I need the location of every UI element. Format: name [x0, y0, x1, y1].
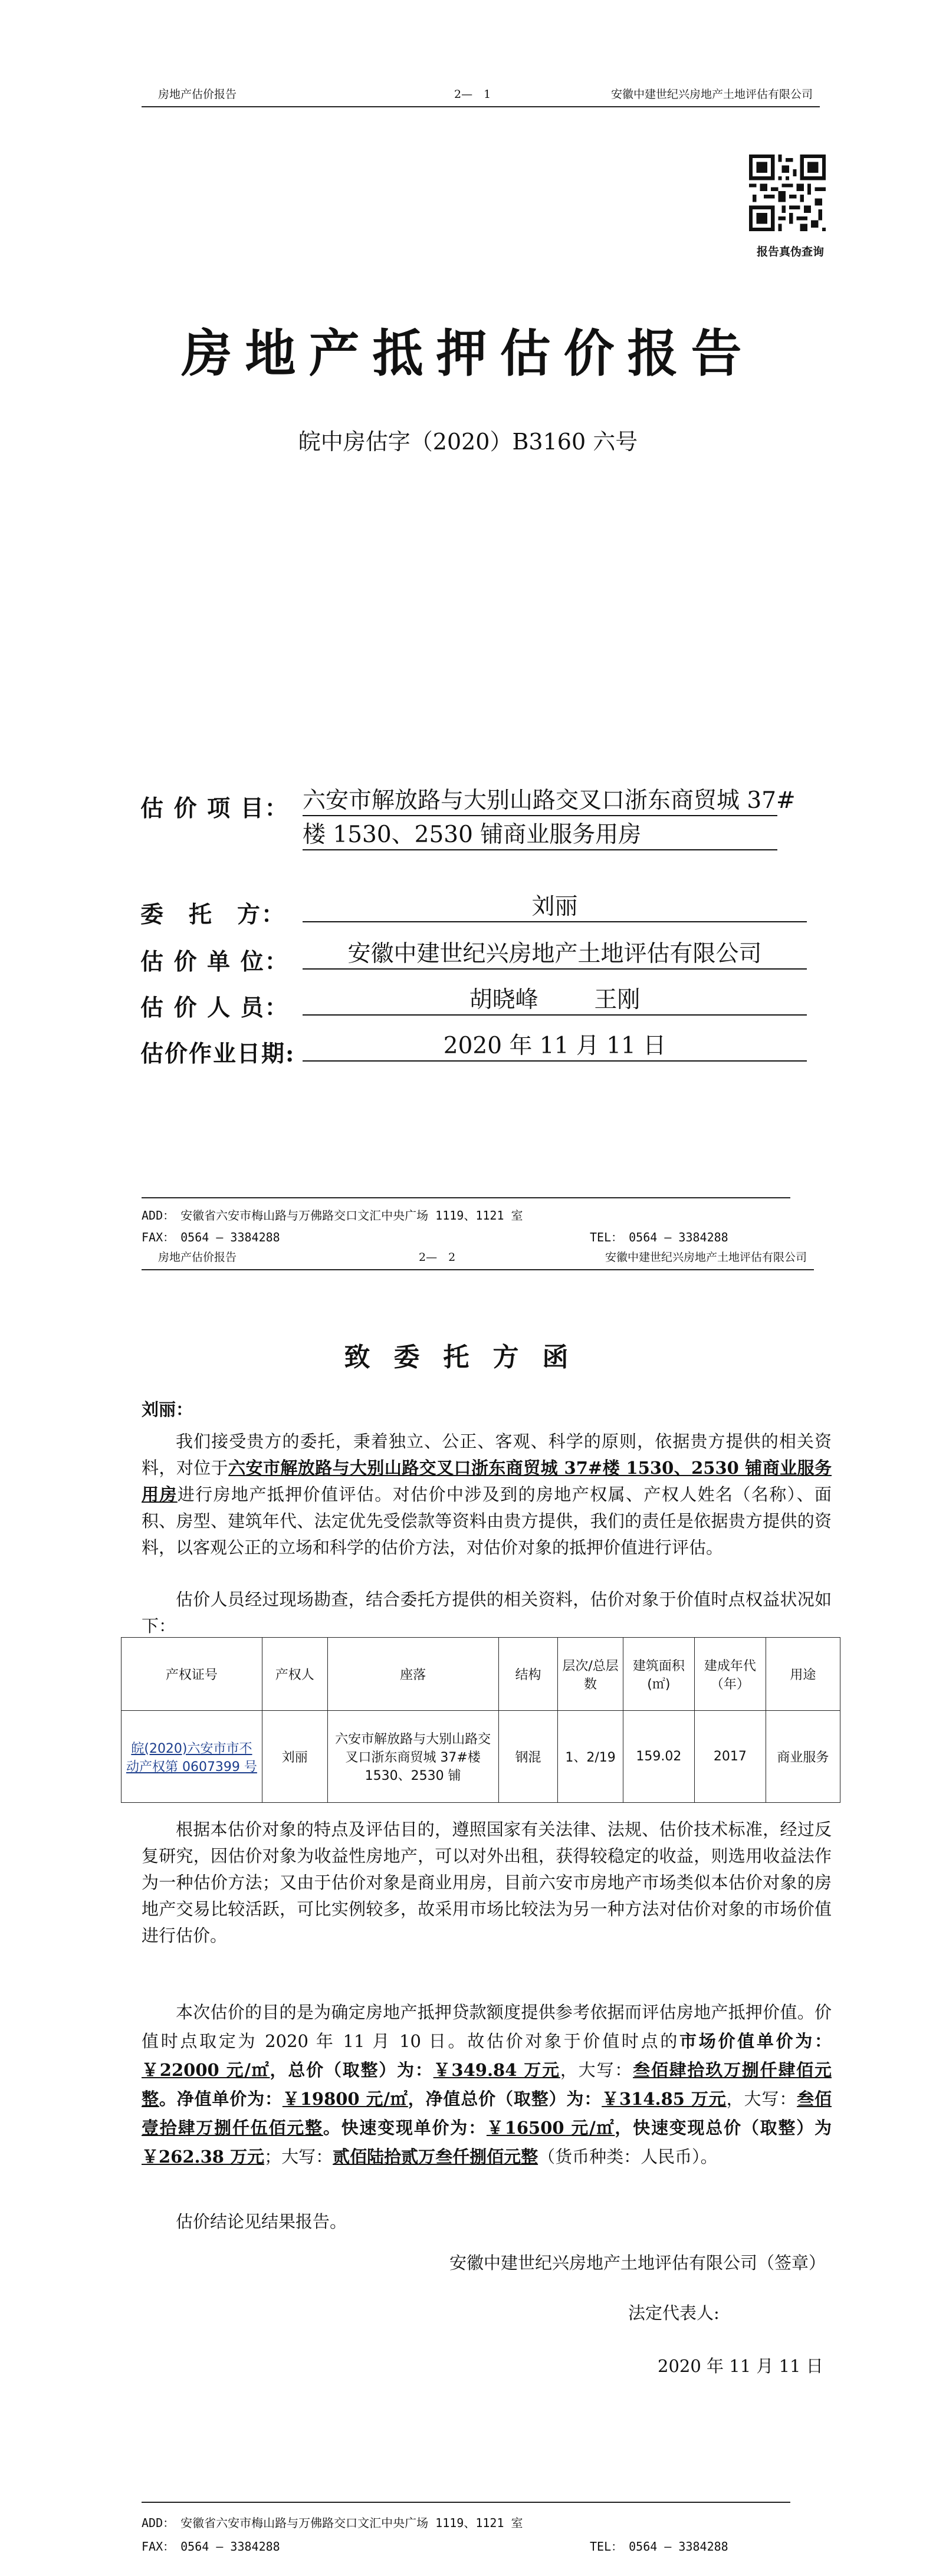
para4-text: ；大写： [264, 2147, 333, 2167]
field-unit-value: 安徽中建世纪兴房地产土地评估有限公司 [303, 940, 807, 970]
table-row [121, 1711, 840, 1803]
field-client-value: 刘丽 [303, 893, 807, 922]
letter-paragraph-4 [142, 1998, 832, 2171]
field-project-value-2: 楼 1530、2530 铺商业服务用房 [303, 821, 777, 850]
field-staff-name-2: 王刚 [594, 987, 641, 1013]
para4-text: ，大写： [560, 2060, 633, 2080]
table-cell-location: 六安市解放路与大别山路交叉口浙东商贸城 37#楼 1530、2530 铺 [327, 1711, 498, 1803]
letter-paragraph-5: 估价结论见结果报告。 [176, 2212, 347, 2232]
quick-sale-total-in-words: 贰佰陆拾贰万叁仟捌佰元整 [333, 2147, 538, 2167]
qr-caption: 报告真伪查询 [756, 245, 824, 258]
table-cell-usage: 商业服务 [766, 1711, 840, 1803]
page1-footer-fax: FAX： 0564 — 3384288 [142, 1230, 280, 1244]
table-cell-floor: 1、2/19 [558, 1711, 623, 1803]
field-staff [140, 987, 848, 1021]
market-total-in-words: 叁佰肆拾玖万捌仟肆佰元整 [142, 2060, 832, 2109]
table-header-cell: 结构 [498, 1638, 557, 1711]
report-title: 房地产抵押估价报告 [181, 324, 755, 383]
net-unit-price: ￥19800 元/㎡ [282, 2089, 408, 2109]
page1-footer-rule [142, 1197, 790, 1198]
letter-paragraph-3: 根据本估价对象的特点及评估目的，遵照国家有关法律、法规、估价技术标准，经过反复研究，因估价对象为收益性房地产，可以对外出租，获得较稳定的收益，则选用收益法作为一种估价方法；又由于估价对象是商业用房，目前六安市房地产市场类似本估价对象的房地产交易比较活跃，可比实例较多，故采用市场比较法为另一种方法对估价对象的市场价值进行估价。 [142, 1819, 832, 1946]
page2-footer-tel: TEL： 0564 — 3384288 [590, 2539, 728, 2554]
letter-title: 致委托方函 [344, 1342, 592, 1372]
table-header-cell: 产权人 [262, 1638, 327, 1711]
quick-sale-total-price: ￥262.38 万元 [142, 2147, 265, 2167]
page2-footer-rule [142, 2502, 790, 2503]
table-header-cell: 层次/总层数 [558, 1638, 623, 1711]
table-cell-structure: 钢混 [498, 1711, 557, 1803]
para4-text: ，大写： [726, 2089, 797, 2109]
para4-label: 市场价值单价为： [679, 2031, 832, 2051]
para1-text-c: 进行房地产抵押价值评估。对估价中涉及到的房地产权属、产权人姓名（名称）、面积、房型、建筑年代、法定优先受偿款等资料由贵方提供，我们的责任是依据贵方提供的资料，以客观公正的立场和科学的估价方法，对估价对象的抵押价值进行评估。 [142, 1484, 832, 1558]
page1-footer-tel: TEL： 0564 — 3384288 [590, 1230, 728, 1244]
quick-sale-unit-price: ￥16500 元/㎡ [486, 2118, 615, 2138]
table-header-cell: 产权证号 [121, 1638, 262, 1711]
property-rights-table [121, 1637, 840, 1803]
para1-property-address: 六安市解放路与大别山路交叉口浙东商贸城 37#楼 1530、2530 铺商业服务用房 [142, 1458, 832, 1504]
signature-legal-representative: 法定代表人: [628, 2303, 720, 2323]
table-header-cell: 建成年代（年） [694, 1638, 766, 1711]
para4-label: ，快速变现总价（取整）为 [615, 2118, 832, 2138]
signature-date: 2020 年 11 月 11 日 [658, 2356, 823, 2376]
page2-footer-fax: FAX： 0564 — 3384288 [142, 2539, 280, 2554]
header-page-number: 2— 1 [454, 88, 491, 101]
page1-header [142, 83, 820, 107]
field-project [140, 787, 848, 855]
signature-company: 安徽中建世纪兴房地产土地评估有限公司（签章） [449, 2253, 826, 2273]
net-total-price: ￥314.85 万元 [602, 2089, 727, 2109]
table-cell-area: 159.02 [623, 1711, 694, 1803]
header-page-number: 2— 2 [419, 1251, 456, 1264]
header-left: 房地产估价报告 [158, 88, 237, 101]
table-cell-owner: 刘丽 [262, 1711, 327, 1803]
header-left: 房地产估价报告 [158, 1251, 237, 1264]
letter-paragraph-1 [142, 1428, 832, 1561]
letter-salutation: 刘丽： [142, 1399, 193, 1420]
net-total-in-words: 叁佰壹拾肆万捌仟伍佰元整 [142, 2089, 832, 2138]
page2-footer-address: ADD： 安徽省六安市梅山路与万佛路交口文汇中央广场 1119、1121 室 [142, 2516, 523, 2530]
field-client-label: 委 托 方： [140, 901, 286, 928]
para4-label: ，总价（取整）为： [270, 2060, 433, 2080]
para4-label: ，净值总价（取整）为： [408, 2089, 602, 2109]
para4-label: 。快速变现单价为： [323, 2118, 487, 2138]
letter-paragraph-2: 估价人员经过现场勘查，结合委托方提供的相关资料，估价对象于价值时点权益状况如下： [142, 1589, 832, 1636]
table-header-cell: 座落 [327, 1638, 498, 1711]
field-date-label: 估价作业日期: [140, 1040, 295, 1067]
table-cell-certificate-no[interactable]: 皖(2020)六安市市不动产权第 0607399 号 [121, 1711, 262, 1803]
field-staff-label: 估 价 人 员： [140, 994, 289, 1021]
field-client [140, 893, 848, 928]
header-company: 安徽中建世纪兴房地产土地评估有限公司 [610, 88, 813, 101]
para4-label: 。净值单价为： [159, 2089, 283, 2109]
header-company: 安徽中建世纪兴房地产土地评估有限公司 [605, 1251, 807, 1264]
table-header-cell: 用途 [766, 1638, 840, 1711]
field-staff-name-1: 胡晓峰 [469, 987, 538, 1013]
market-unit-price: ￥22000 元/㎡ [142, 2060, 270, 2080]
field-date [140, 1033, 848, 1067]
field-date-value: 2020 年 11 月 11 日 [303, 1032, 807, 1062]
table-cell-year: 2017 [694, 1711, 766, 1803]
qr-code-icon[interactable] [749, 155, 826, 231]
para4-text: 本次估价的目的是为确定房地产抵押贷款额度提供参考依据而评估房地产抵押价值。价值时点取定为 2020 年 11 月 10 日。故估价对象于价值时点的 [142, 2002, 832, 2051]
report-number: 皖中房估字（2020）B3160 六号 [298, 429, 638, 455]
para1-text-a: 我们接受贵方的委托，秉着独立、公正、客观、科学的原则，依据贵方提供的相关资料，对位于 [142, 1431, 832, 1478]
page2-header [142, 1246, 814, 1270]
table-header-cell: 建筑面积(㎡) [623, 1638, 694, 1711]
table-header-row [121, 1638, 840, 1711]
field-staff-value [303, 986, 807, 1016]
field-unit [140, 941, 848, 975]
field-project-value-1: 六安市解放路与大别山路交叉口浙东商贸城 37# [303, 787, 777, 816]
page1-footer-address: ADD： 安徽省六安市梅山路与万佛路交口文汇中央广场 1119、1121 室 [142, 1208, 523, 1223]
market-total-price: ￥349.84 万元 [433, 2060, 560, 2080]
field-unit-label: 估 价 单 位： [140, 948, 289, 975]
para4-text: （货币种类：人民币）。 [538, 2147, 718, 2167]
field-project-label: 估 价 项 目： [140, 795, 289, 822]
